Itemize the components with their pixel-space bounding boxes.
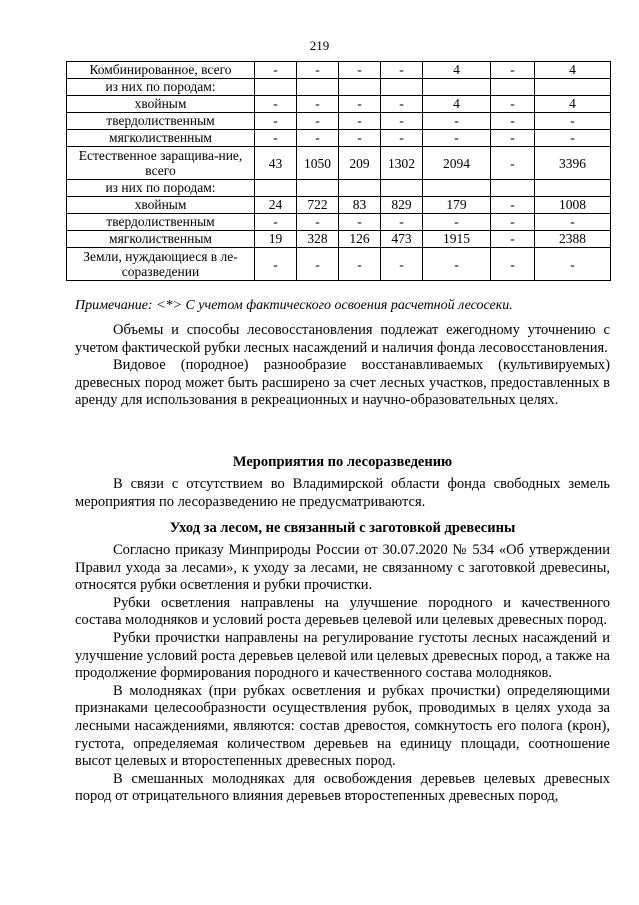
- table-cell: 19: [255, 231, 297, 248]
- table-cell: -: [491, 130, 535, 147]
- table-cell: -: [339, 248, 381, 281]
- table-cell: [535, 180, 611, 197]
- paragraph: Рубки осветления направлены на улучшение породного и качественного состава молодняков и условий роста деревьев целевой или целевых древесных пород.: [75, 594, 610, 629]
- table-cell: -: [339, 130, 381, 147]
- table-cell: -: [255, 62, 297, 79]
- table-cell: [297, 180, 339, 197]
- table-cell: 4: [423, 96, 491, 113]
- table-cell: -: [423, 248, 491, 281]
- table-cell: -: [535, 113, 611, 130]
- table-cell: [381, 180, 423, 197]
- table-cell: [339, 180, 381, 197]
- table-cell: -: [381, 248, 423, 281]
- table-cell: -: [491, 231, 535, 248]
- table-cell: -: [491, 197, 535, 214]
- table-cell: -: [339, 96, 381, 113]
- table-note: Примечание: <*> С учетом фактического освоения расчетной лесосеки.: [75, 298, 513, 313]
- table-cell: -: [381, 96, 423, 113]
- table-cell: -: [491, 113, 535, 130]
- table-row: [67, 79, 611, 96]
- row-label: твердолиственным: [67, 214, 255, 231]
- table-cell: [255, 79, 297, 96]
- table-row: [67, 248, 611, 281]
- table-cell: -: [297, 130, 339, 147]
- table-cell: [381, 79, 423, 96]
- table-cell: 209: [339, 147, 381, 180]
- table-cell: 1302: [381, 147, 423, 180]
- table-cell: -: [297, 96, 339, 113]
- table-cell: -: [297, 113, 339, 130]
- row-label: мягколиственным: [67, 231, 255, 248]
- table-cell: [491, 180, 535, 197]
- text-block-1: [75, 322, 610, 410]
- table-cell: -: [381, 214, 423, 231]
- table-cell: -: [381, 130, 423, 147]
- table-cell: -: [339, 113, 381, 130]
- table-cell: [535, 79, 611, 96]
- row-label: твердолиственным: [67, 113, 255, 130]
- table-row: [67, 231, 611, 248]
- table-row: [67, 180, 611, 197]
- paragraph: В молодняках (при рубках осветления и рубках прочистки) определяющими признаками целесообразности осуществления рубок, проводимых в целях ухода за лесными насаждениями, являются: состав древостоя, сомкнутость его полога (крон), густота, определяемая количеством деревьев на единицу площади, соотношение высот целевых и второстепенных древесных пород.: [75, 682, 610, 770]
- text-block-3: [75, 542, 610, 806]
- table-cell: 83: [339, 197, 381, 214]
- paragraph: В смешанных молодняках для освобождения деревьев целевых древесных пород от отрицательного влияния деревьев второстепенных древесных пород,: [75, 770, 610, 805]
- table-cell: [491, 79, 535, 96]
- section-heading-afforestation: Мероприятия по лесоразведению: [232, 454, 453, 470]
- table-row: [67, 96, 611, 113]
- table-cell: 4: [423, 62, 491, 79]
- table-cell: [297, 79, 339, 96]
- table-cell: 3396: [535, 147, 611, 180]
- table-cell: 2094: [423, 147, 491, 180]
- table-cell: -: [491, 214, 535, 231]
- table-cell: -: [423, 130, 491, 147]
- table-cell: -: [381, 113, 423, 130]
- paragraph: Согласно приказу Минприроды России от 30.07.2020 № 534 «Об утверждении Правил ухода за лесами», к уходу за лесами, не связанному с заготовкой древесины, относятся рубки осветления и рубки прочистки.: [75, 542, 610, 594]
- page-number: 219: [309, 38, 330, 53]
- table-row: [67, 62, 611, 79]
- table-cell: 1050: [297, 147, 339, 180]
- table-cell: 43: [255, 147, 297, 180]
- table-cell: -: [255, 214, 297, 231]
- table-cell: -: [297, 214, 339, 231]
- table-cell: -: [491, 248, 535, 281]
- table-cell: 722: [297, 197, 339, 214]
- table-cell: [339, 79, 381, 96]
- section-heading-forest-care: Уход за лесом, не связанный с заготовкой древесины: [169, 520, 516, 536]
- paragraph: Рубки прочистки направлены на регулирование густоты лесных насаждений и улучшение условий роста деревьев целевой или целевых древесных пород, а также на продолжение формирования породного и качественного состава молодняков.: [75, 629, 610, 682]
- row-label: из них по породам:: [67, 79, 255, 96]
- table-cell: 328: [297, 231, 339, 248]
- table-cell: -: [255, 96, 297, 113]
- row-label: Комбинированное, всего: [67, 62, 255, 79]
- table-cell: -: [339, 214, 381, 231]
- table-row: [67, 147, 611, 180]
- table-cell: 473: [381, 231, 423, 248]
- table-cell: -: [535, 130, 611, 147]
- row-label: мягколиственным: [67, 130, 255, 147]
- table-cell: 126: [339, 231, 381, 248]
- reforestation-table: [66, 61, 611, 281]
- text-block-2: [75, 476, 610, 511]
- table-cell: [255, 180, 297, 197]
- table-row: [67, 214, 611, 231]
- table-cell: 1008: [535, 197, 611, 214]
- table-cell: -: [297, 248, 339, 281]
- table-cell: 179: [423, 197, 491, 214]
- table-row: [67, 130, 611, 147]
- row-label: Естественное заращива-ние, всего: [67, 147, 255, 180]
- table-cell: -: [297, 62, 339, 79]
- table-cell: -: [491, 96, 535, 113]
- table-cell: -: [423, 214, 491, 231]
- table-cell: 24: [255, 197, 297, 214]
- table-cell: 829: [381, 197, 423, 214]
- paragraph: Видовое (породное) разнообразие восстанавливаемых (культивируемых) древесных пород может быть расширено за счет лесных участков, предоставленных в аренду для использования в рекреационных и научно-образовательных целях.: [75, 357, 610, 409]
- table-cell: -: [255, 113, 297, 130]
- table-cell: -: [491, 147, 535, 180]
- paragraph: В связи с отсутствием во Владимирской области фонда свободных земель мероприятия по лесоразведению не предусматриваются.: [75, 476, 610, 510]
- table-cell: 1915: [423, 231, 491, 248]
- paragraph: Объемы и способы лесовосстановления подлежат ежегодному уточнению с учетом фактической рубки лесных насаждений и наличия фонда лесовосстановления.: [75, 322, 610, 356]
- table-cell: 2388: [535, 231, 611, 248]
- row-label: Земли, нуждающиеся в ле-соразведении: [67, 248, 255, 281]
- table-cell: -: [255, 130, 297, 147]
- table-row: [67, 197, 611, 214]
- table-row: [67, 113, 611, 130]
- row-label: хвойным: [67, 197, 255, 214]
- table-cell: -: [491, 62, 535, 79]
- table-cell: -: [339, 62, 381, 79]
- table-cell: -: [423, 113, 491, 130]
- row-label: из них по породам:: [67, 180, 255, 197]
- table-cell: 4: [535, 62, 611, 79]
- table-cell: -: [255, 248, 297, 281]
- table-cell: -: [535, 214, 611, 231]
- row-label: хвойным: [67, 96, 255, 113]
- table-cell: 4: [535, 96, 611, 113]
- table-cell: [423, 79, 491, 96]
- table-cell: -: [381, 62, 423, 79]
- table-cell: -: [535, 248, 611, 281]
- table-cell: [423, 180, 491, 197]
